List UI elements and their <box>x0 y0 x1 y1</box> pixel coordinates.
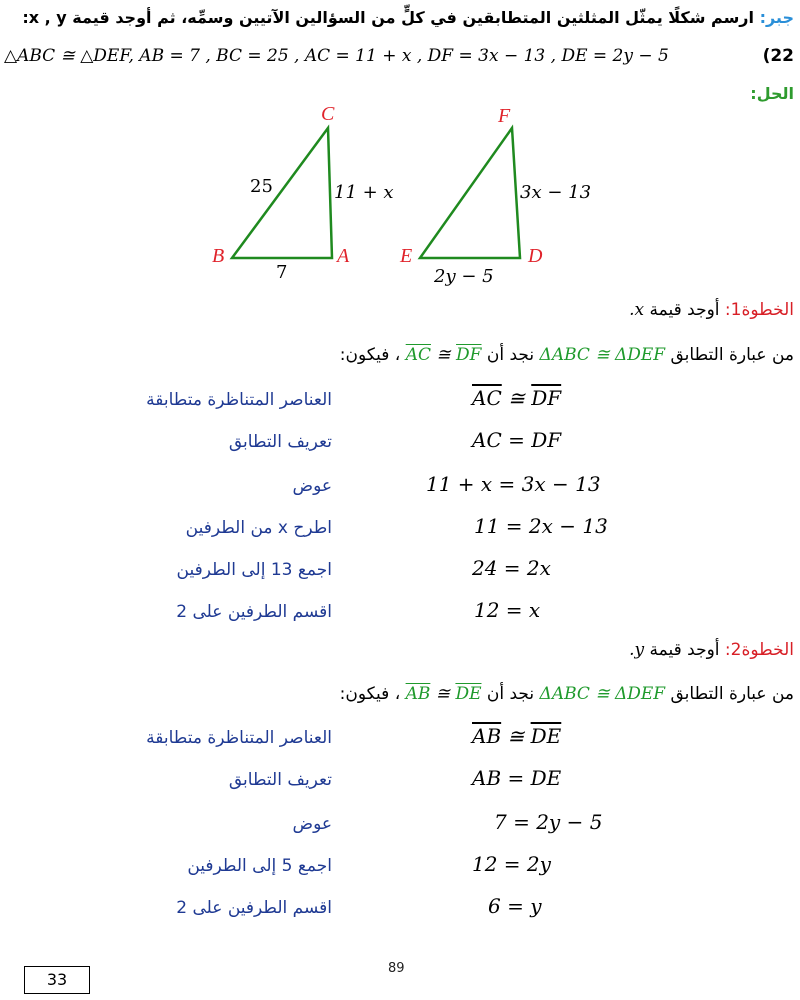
step1-eq-5: 24 = 2x <box>472 556 551 580</box>
step2-intro-b: نجد أن <box>486 684 535 704</box>
step1-seg-left: $\overline{AC}$ <box>405 345 431 365</box>
step2-segment-relation: $\overline{AB}$ ≅ $\overline{DE}$ <box>405 684 482 704</box>
vertex-f-label: F <box>498 105 511 127</box>
vertex-a-label: A <box>337 245 350 267</box>
step1-eq-3: 11 + x = 3x − 13 <box>426 472 601 496</box>
triangle-abc <box>232 128 332 258</box>
step2-reason-3: عوض <box>292 814 332 834</box>
step2-eq-5: 6 = y <box>488 894 542 918</box>
step2-seg-right: $\overline{DE}$ <box>455 684 482 704</box>
vertex-b-label: B <box>212 245 225 267</box>
step2-eq1-right: $\overline{DE}$ <box>530 724 562 748</box>
step1-text: أوجد قيمة <box>649 300 720 320</box>
step1-reason-1: العناصر المتناظرة متطابقة <box>146 390 332 410</box>
exercise-tag: جبر: <box>759 8 794 27</box>
step2-reason-4: اجمع 5 إلى الطرفين <box>187 856 332 876</box>
step1-eq-2: AC = DF <box>472 428 562 452</box>
step1-label: الخطوة1: <box>724 300 794 320</box>
step2-label: الخطوة2: <box>724 640 794 660</box>
step1-eq1-left: $\overline{AC}$ <box>472 386 502 410</box>
triangle-def <box>420 128 520 258</box>
step2-var: y. <box>629 640 645 660</box>
step2-eq1-left: $\overline{AB}$ <box>472 724 502 748</box>
problem-number: (22 <box>762 46 794 66</box>
step2-intro-c: ، فيكون: <box>339 684 401 704</box>
step2-eq-4: 12 = 2y <box>472 852 551 876</box>
step1-reason-3: عوض <box>292 476 332 496</box>
vertex-c-label: C <box>321 103 335 125</box>
step1-congruence: ΔABC ≅ ΔDEF <box>539 345 666 365</box>
vertex-d-label: D <box>528 245 543 267</box>
step2-eq-3: 7 = 2y − 5 <box>494 810 603 834</box>
step1-intro-a: من عبارة التطابق <box>670 345 794 365</box>
step1-intro <box>340 345 794 365</box>
problem-statement <box>4 46 794 66</box>
step2-intro-a: من عبارة التطابق <box>670 684 794 704</box>
step1-eq-4: 11 = 2x − 13 <box>474 514 608 538</box>
side-df-label: 3x − 13 <box>520 182 592 203</box>
step2-intro <box>340 684 794 704</box>
side-ed-label: 2y − 5 <box>434 266 494 287</box>
step1-segment-relation: $\overline{AC}$ ≅ $\overline{DF}$ <box>405 345 482 365</box>
step1-var: x. <box>629 300 645 320</box>
step1-heading <box>629 300 794 320</box>
side-ac-label: 11 + x <box>334 182 394 203</box>
side-ab-label: 7 <box>276 262 288 283</box>
instruction-text: ارسم شكلًا يمثّل المثلثين المتطابقين في كلٍّ من السؤالين الآتيين وسمِّه، ثم أوجد قيمة x , y: <box>22 8 754 27</box>
step2-text: أوجد قيمة <box>649 640 720 660</box>
page-number: 89 <box>388 961 405 976</box>
step2-reason-5: اقسم الطرفين على 2 <box>176 898 332 918</box>
step1-intro-c: ، فيكون: <box>339 345 401 365</box>
step2-heading <box>629 640 794 660</box>
step1-eq1-right: $\overline{DF}$ <box>531 386 562 410</box>
solution-label: الحل: <box>750 84 794 103</box>
step2-reason-2: تعريف التطابق <box>228 770 332 790</box>
step1-intro-b: نجد أن <box>486 345 535 365</box>
exercise-instruction <box>22 8 794 27</box>
side-bc-label: 25 <box>250 176 273 197</box>
vertex-e-label: E <box>400 245 413 267</box>
problem-text: △ABC ≅ △DEF, AB = 7 , BC = 25 , AC = 11 + x , DF = 3x − 13 , DE = 2y − 5 <box>4 46 669 66</box>
step2-congruence: ΔABC ≅ ΔDEF <box>539 684 666 704</box>
step1-seg-right: $\overline{DF}$ <box>456 345 482 365</box>
step1-eq-6: 12 = x <box>474 598 541 622</box>
step2-eq-2: AB = DE <box>472 766 562 790</box>
step2-reason-1: العناصر المتناظرة متطابقة <box>146 728 332 748</box>
step2-seg-left: $\overline{AB}$ <box>405 684 431 704</box>
page-box-number: 33 <box>24 966 90 994</box>
step1-reason-2: تعريف التطابق <box>228 432 332 452</box>
step1-reason-4: اطرح x من الطرفين <box>185 518 332 538</box>
step1-reason-5: اجمع 13 إلى الطرفين <box>176 560 332 580</box>
triangles-figure <box>200 100 620 290</box>
step1-eq-1: $\overline{AC}$ ≅ $\overline{DF}$ <box>472 386 562 410</box>
step1-reason-6: اقسم الطرفين على 2 <box>176 602 332 622</box>
step2-eq-1: $\overline{AB}$ ≅ $\overline{DE}$ <box>472 724 562 748</box>
